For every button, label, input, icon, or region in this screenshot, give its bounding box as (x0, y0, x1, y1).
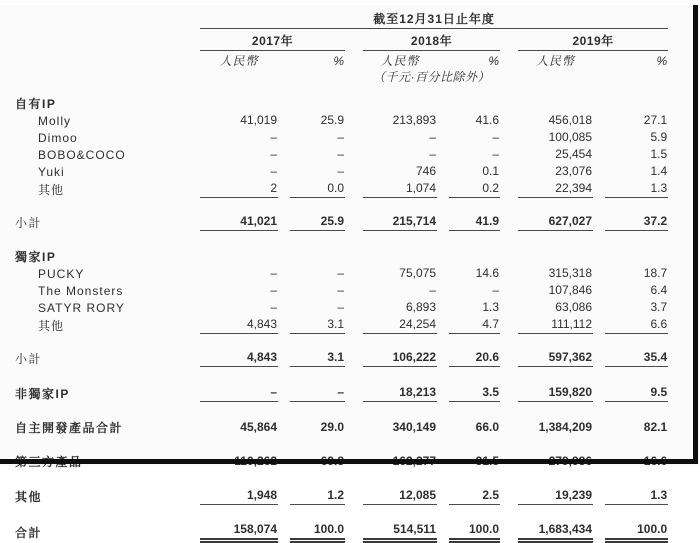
column-gap (345, 282, 363, 299)
total-row (15, 382, 668, 402)
cell-2019-rmb: 597,362 (518, 347, 593, 367)
currency-label-2019: 人民幣 (535, 54, 575, 68)
row-label: 自主開發產品合計 (15, 421, 124, 435)
document-page (0, 5, 700, 540)
header-spacer (15, 85, 668, 96)
column-gap (437, 299, 449, 316)
cell-2017-pct: 0.0 (290, 180, 345, 198)
cell-2018-rmb: 213,893 (392, 113, 436, 127)
column-gap (593, 282, 605, 299)
column-gap (437, 129, 449, 146)
cell-2018-pct: 0.2 (449, 180, 500, 198)
cell-2018-pct: 41.9 (449, 211, 500, 231)
cell-2018-rmb: – (429, 283, 436, 297)
column-gap (345, 519, 363, 541)
column-gap (593, 417, 605, 436)
column-gap (345, 180, 363, 198)
row-spacer (15, 231, 668, 250)
corner-blank (15, 5, 200, 29)
cell-2019-rmb: 19,239 (518, 485, 593, 505)
cell-2019-pct: 5.9 (650, 130, 668, 144)
cell-2018-rmb: – (429, 130, 436, 144)
column-gap (345, 347, 363, 367)
cell-2018-rmb: 746 (415, 164, 436, 178)
empty-cells (200, 249, 668, 265)
row-label: 小計 (15, 351, 43, 366)
column-gap (437, 265, 449, 282)
column-gap (278, 163, 290, 180)
cell-2019-rmb: 22,394 (518, 180, 593, 198)
cell-2019-pct: 100.0 (605, 519, 668, 541)
table-body (15, 96, 668, 541)
column-gap (345, 265, 363, 282)
row-label: 其他 (38, 318, 65, 333)
cell-2017-pct: 25.9 (290, 211, 345, 231)
column-gap (437, 180, 449, 198)
column-gap (345, 146, 363, 163)
column-gap (345, 163, 363, 180)
cell-2019-rmb: 100,085 (548, 130, 592, 144)
year-2019: 2019年 (518, 29, 668, 51)
row-label: 其他 (15, 489, 43, 504)
column-gap (593, 265, 605, 282)
cell-2018-rmb: 24,254 (363, 316, 437, 334)
section-row (15, 249, 668, 265)
column-gap (500, 112, 518, 129)
column-gap (345, 129, 363, 146)
column-gap (593, 180, 605, 198)
currency-label-2018: 人民幣 (380, 54, 420, 68)
cell-2019-pct: 1.5 (650, 147, 668, 161)
column-gap (593, 519, 605, 541)
cell-2017-rmb: – (270, 147, 277, 161)
cell-2018-rmb: 215,714 (363, 211, 437, 231)
column-gap (437, 316, 449, 334)
column-gap (593, 129, 605, 146)
year-header-row (15, 29, 668, 51)
cell-2017-rmb: 2 (200, 180, 278, 198)
cell-2017-pct: 29.0 (320, 420, 344, 434)
percent-label-2018: % (488, 54, 499, 68)
cell-2017-pct: – (337, 130, 344, 144)
column-gap (278, 316, 290, 334)
cell-2017-rmb: – (270, 266, 277, 280)
row-label: The Monsters (38, 284, 124, 298)
cell-2019-pct: 35.4 (605, 347, 668, 367)
column-gap (500, 485, 518, 505)
row-label: 小計 (15, 215, 43, 230)
column-gap (345, 417, 363, 436)
item-row (15, 282, 668, 299)
total-row (15, 417, 668, 436)
cell-2019-pct: 6.6 (605, 316, 668, 334)
cell-2017-rmb: 41,019 (240, 113, 277, 127)
cell-2018-pct: 0.1 (482, 164, 499, 178)
row-label: SATYR RORY (38, 301, 125, 315)
cell-2019-pct: 1.3 (605, 485, 668, 505)
cell-2019-pct: 6.4 (650, 283, 668, 297)
column-gap (593, 163, 605, 180)
row-label: Molly (38, 114, 72, 128)
cell-2018-rmb: 340,149 (392, 420, 436, 434)
cell-2017-pct: – (337, 147, 344, 161)
column-gap (437, 163, 449, 180)
subtotal-row (15, 347, 668, 367)
column-gap (500, 299, 518, 316)
unit-note-row (15, 69, 668, 85)
row-spacer (15, 334, 668, 348)
cell-2019-rmb: 315,318 (548, 266, 592, 280)
cell-2018-pct: 2.5 (449, 485, 500, 505)
column-gap (500, 146, 518, 163)
cell-2017-rmb: – (270, 300, 277, 314)
cell-2018-rmb: 12,085 (363, 485, 437, 505)
column-gap (500, 180, 518, 198)
column-gap (500, 382, 518, 402)
column-gap (278, 265, 290, 282)
cell-2017-pct: – (337, 300, 344, 314)
row-label: 其他 (38, 182, 65, 197)
cell-2019-rmb: 1,683,434 (518, 519, 593, 541)
column-gap (500, 519, 518, 541)
cell-2017-rmb: 4,843 (200, 316, 278, 334)
page-frame-right (693, 5, 698, 464)
page-frame-bottom (0, 459, 698, 464)
cell-2017-rmb: 45,864 (240, 420, 277, 434)
cell-2017-rmb: 4,843 (200, 347, 278, 367)
section-row (15, 96, 668, 112)
total-row (15, 485, 668, 505)
cell-2019-rmb: 63,086 (555, 300, 592, 314)
item-row (15, 112, 668, 129)
column-gap (278, 417, 290, 436)
cell-2018-pct: 3.5 (449, 382, 500, 402)
cell-2019-pct: 82.1 (643, 420, 668, 434)
column-gap (593, 211, 605, 231)
column-gap (593, 316, 605, 334)
cell-2018-pct: 41.6 (475, 113, 499, 127)
cell-2018-rmb: 75,075 (399, 266, 436, 280)
column-gap (593, 299, 605, 316)
column-gap (345, 485, 363, 505)
column-gap (278, 112, 290, 129)
column-gap (500, 282, 518, 299)
column-gap (437, 519, 449, 541)
column-gap (437, 146, 449, 163)
cell-2017-rmb: – (270, 130, 277, 144)
cell-2017-pct: – (290, 382, 345, 402)
item-row (15, 265, 668, 282)
column-gap (500, 163, 518, 180)
item-row (15, 146, 668, 163)
cell-2017-rmb: 158,074 (200, 519, 278, 541)
column-gap (437, 485, 449, 505)
cell-2017-rmb: 41,021 (200, 211, 278, 231)
row-label: PUCKY (38, 267, 85, 281)
cell-2017-pct: – (337, 266, 344, 280)
column-gap (278, 282, 290, 299)
column-gap (345, 112, 363, 129)
row-label: BOBO&COCO (38, 148, 126, 162)
column-gap (437, 347, 449, 367)
cell-2017-pct: 100.0 (290, 519, 345, 541)
column-gap (278, 382, 290, 402)
cell-2017-rmb: 1,948 (200, 485, 278, 505)
column-gap (593, 382, 605, 402)
column-gap (278, 347, 290, 367)
cell-2018-pct: – (492, 130, 499, 144)
cell-2019-rmb: 1,384,209 (538, 420, 592, 434)
cell-2019-pct: 3.7 (650, 300, 668, 314)
row-label: Dimoo (38, 131, 78, 145)
cell-2019-rmb: 456,018 (548, 113, 592, 127)
row-spacer (15, 367, 668, 383)
period-title-row (15, 5, 668, 29)
cell-2017-rmb: – (200, 382, 278, 402)
row-spacer (15, 436, 668, 451)
row-spacer (15, 198, 668, 212)
column-gap (278, 180, 290, 198)
table-header (15, 5, 668, 96)
year-2017: 2017年 (200, 29, 345, 51)
column-gap (278, 129, 290, 146)
cell-2019-pct: 37.2 (605, 211, 668, 231)
row-spacer (15, 470, 668, 485)
cell-2019-rmb: 23,076 (555, 164, 592, 178)
column-gap (345, 299, 363, 316)
percent-label-2019: % (656, 54, 668, 68)
cell-2017-pct: 3.1 (290, 347, 345, 367)
column-gap (345, 382, 363, 402)
cell-2018-pct: – (492, 147, 499, 161)
cell-2019-rmb: 111,112 (518, 316, 593, 334)
unit-header-row (15, 51, 668, 70)
row-label: Yuki (38, 165, 65, 179)
cell-2017-pct: 1.2 (290, 485, 345, 505)
column-gap (437, 211, 449, 231)
empty-cells (200, 96, 668, 112)
column-gap (278, 299, 290, 316)
cell-2019-pct: 1.3 (605, 180, 668, 198)
column-gap (278, 485, 290, 505)
grand-total-row (15, 519, 668, 541)
row-label: 合計 (15, 525, 43, 540)
cell-2018-rmb: 6,893 (405, 300, 436, 314)
column-gap (437, 382, 449, 402)
cell-2018-pct: 1.3 (482, 300, 499, 314)
period-title: 截至12月31日止年度 (200, 5, 668, 29)
cell-2018-rmb: 18,213 (363, 382, 437, 402)
cell-2019-rmb: 627,027 (518, 211, 593, 231)
column-gap (500, 211, 518, 231)
column-gap (345, 316, 363, 334)
cell-2017-pct: 25.9 (320, 113, 344, 127)
column-gap (593, 146, 605, 163)
cell-2018-pct: 100.0 (449, 519, 500, 541)
cell-2018-rmb: – (429, 147, 436, 161)
cell-2018-pct: 20.6 (449, 347, 500, 367)
column-gap (593, 485, 605, 505)
cell-2017-rmb: – (270, 283, 277, 297)
column-gap (437, 112, 449, 129)
column-gap (437, 417, 449, 436)
year-2018: 2018年 (363, 29, 500, 51)
cell-2019-rmb: 107,846 (548, 283, 592, 297)
row-label: 自有IP (15, 97, 57, 111)
cell-2019-pct: 18.7 (643, 266, 668, 280)
currency-label-2017: 人民幣 (219, 54, 259, 68)
percent-label-2017: % (333, 54, 344, 68)
column-gap (278, 146, 290, 163)
cell-2019-pct: 1.4 (650, 164, 668, 178)
row-spacer (15, 505, 668, 520)
item-row (15, 163, 668, 180)
item-row (15, 299, 668, 316)
cell-2019-rmb: 25,454 (555, 147, 592, 161)
item-row (15, 180, 668, 198)
cell-2018-rmb: 1,074 (363, 180, 437, 198)
cell-2018-pct: 66.0 (475, 420, 499, 434)
cell-2019-pct: 9.5 (605, 382, 668, 402)
column-gap (437, 282, 449, 299)
column-gap (500, 417, 518, 436)
cell-2019-pct: 27.1 (643, 113, 668, 127)
cell-2017-pct: 3.1 (290, 316, 345, 334)
cell-2017-pct: – (337, 164, 344, 178)
cell-2018-rmb: 106,222 (363, 347, 437, 367)
cell-2018-pct: – (492, 283, 499, 297)
column-gap (278, 519, 290, 541)
unit-note: （千元·百分比除外） (373, 70, 490, 84)
column-gap (593, 347, 605, 367)
column-gap (500, 129, 518, 146)
column-gap (345, 211, 363, 231)
column-gap (500, 347, 518, 367)
column-gap (278, 211, 290, 231)
subtotal-row (15, 211, 668, 231)
cell-2018-pct: 4.7 (449, 316, 500, 334)
row-spacer (15, 402, 668, 418)
cell-2017-rmb: – (270, 164, 277, 178)
cell-2019-rmb: 159,820 (518, 382, 593, 402)
row-label: 獨家IP (15, 250, 57, 264)
cell-2017-pct: – (337, 283, 344, 297)
cell-2018-rmb: 514,511 (363, 519, 437, 541)
row-label: 非獨家IP (15, 386, 70, 401)
column-gap (500, 316, 518, 334)
column-gap (500, 265, 518, 282)
cell-2018-pct: 14.6 (475, 266, 499, 280)
column-gap (593, 112, 605, 129)
item-row (15, 316, 668, 334)
item-row (15, 129, 668, 146)
